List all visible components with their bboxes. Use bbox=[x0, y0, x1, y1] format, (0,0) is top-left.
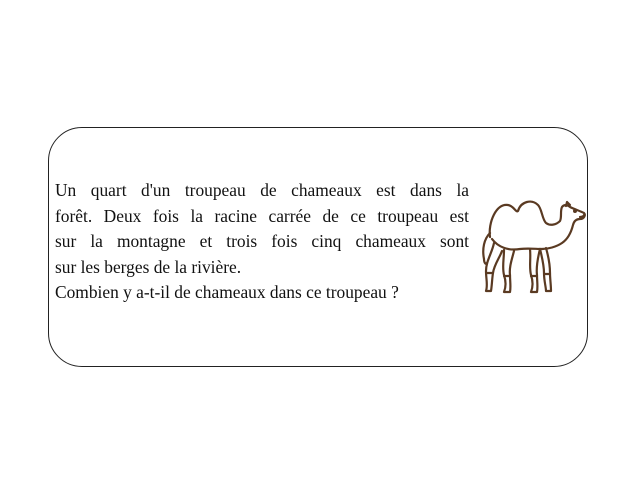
problem-text bbox=[55, 178, 469, 306]
problem-line-1: Un quart d'un troupeau de chameaux est dans la bbox=[55, 180, 469, 200]
problem-line-3: sur la montagne et trois fois cinq chameaux sont bbox=[55, 231, 469, 251]
problem-line-2: forêt. Deux fois la racine carrée de ce troupeau est bbox=[55, 205, 469, 226]
problem-question: Combien y a-t-il de chameaux dans ce troupeau ? bbox=[55, 282, 399, 302]
problem-line-4: sur les berges de la rivière. bbox=[55, 256, 242, 277]
camel-icon bbox=[476, 193, 588, 297]
